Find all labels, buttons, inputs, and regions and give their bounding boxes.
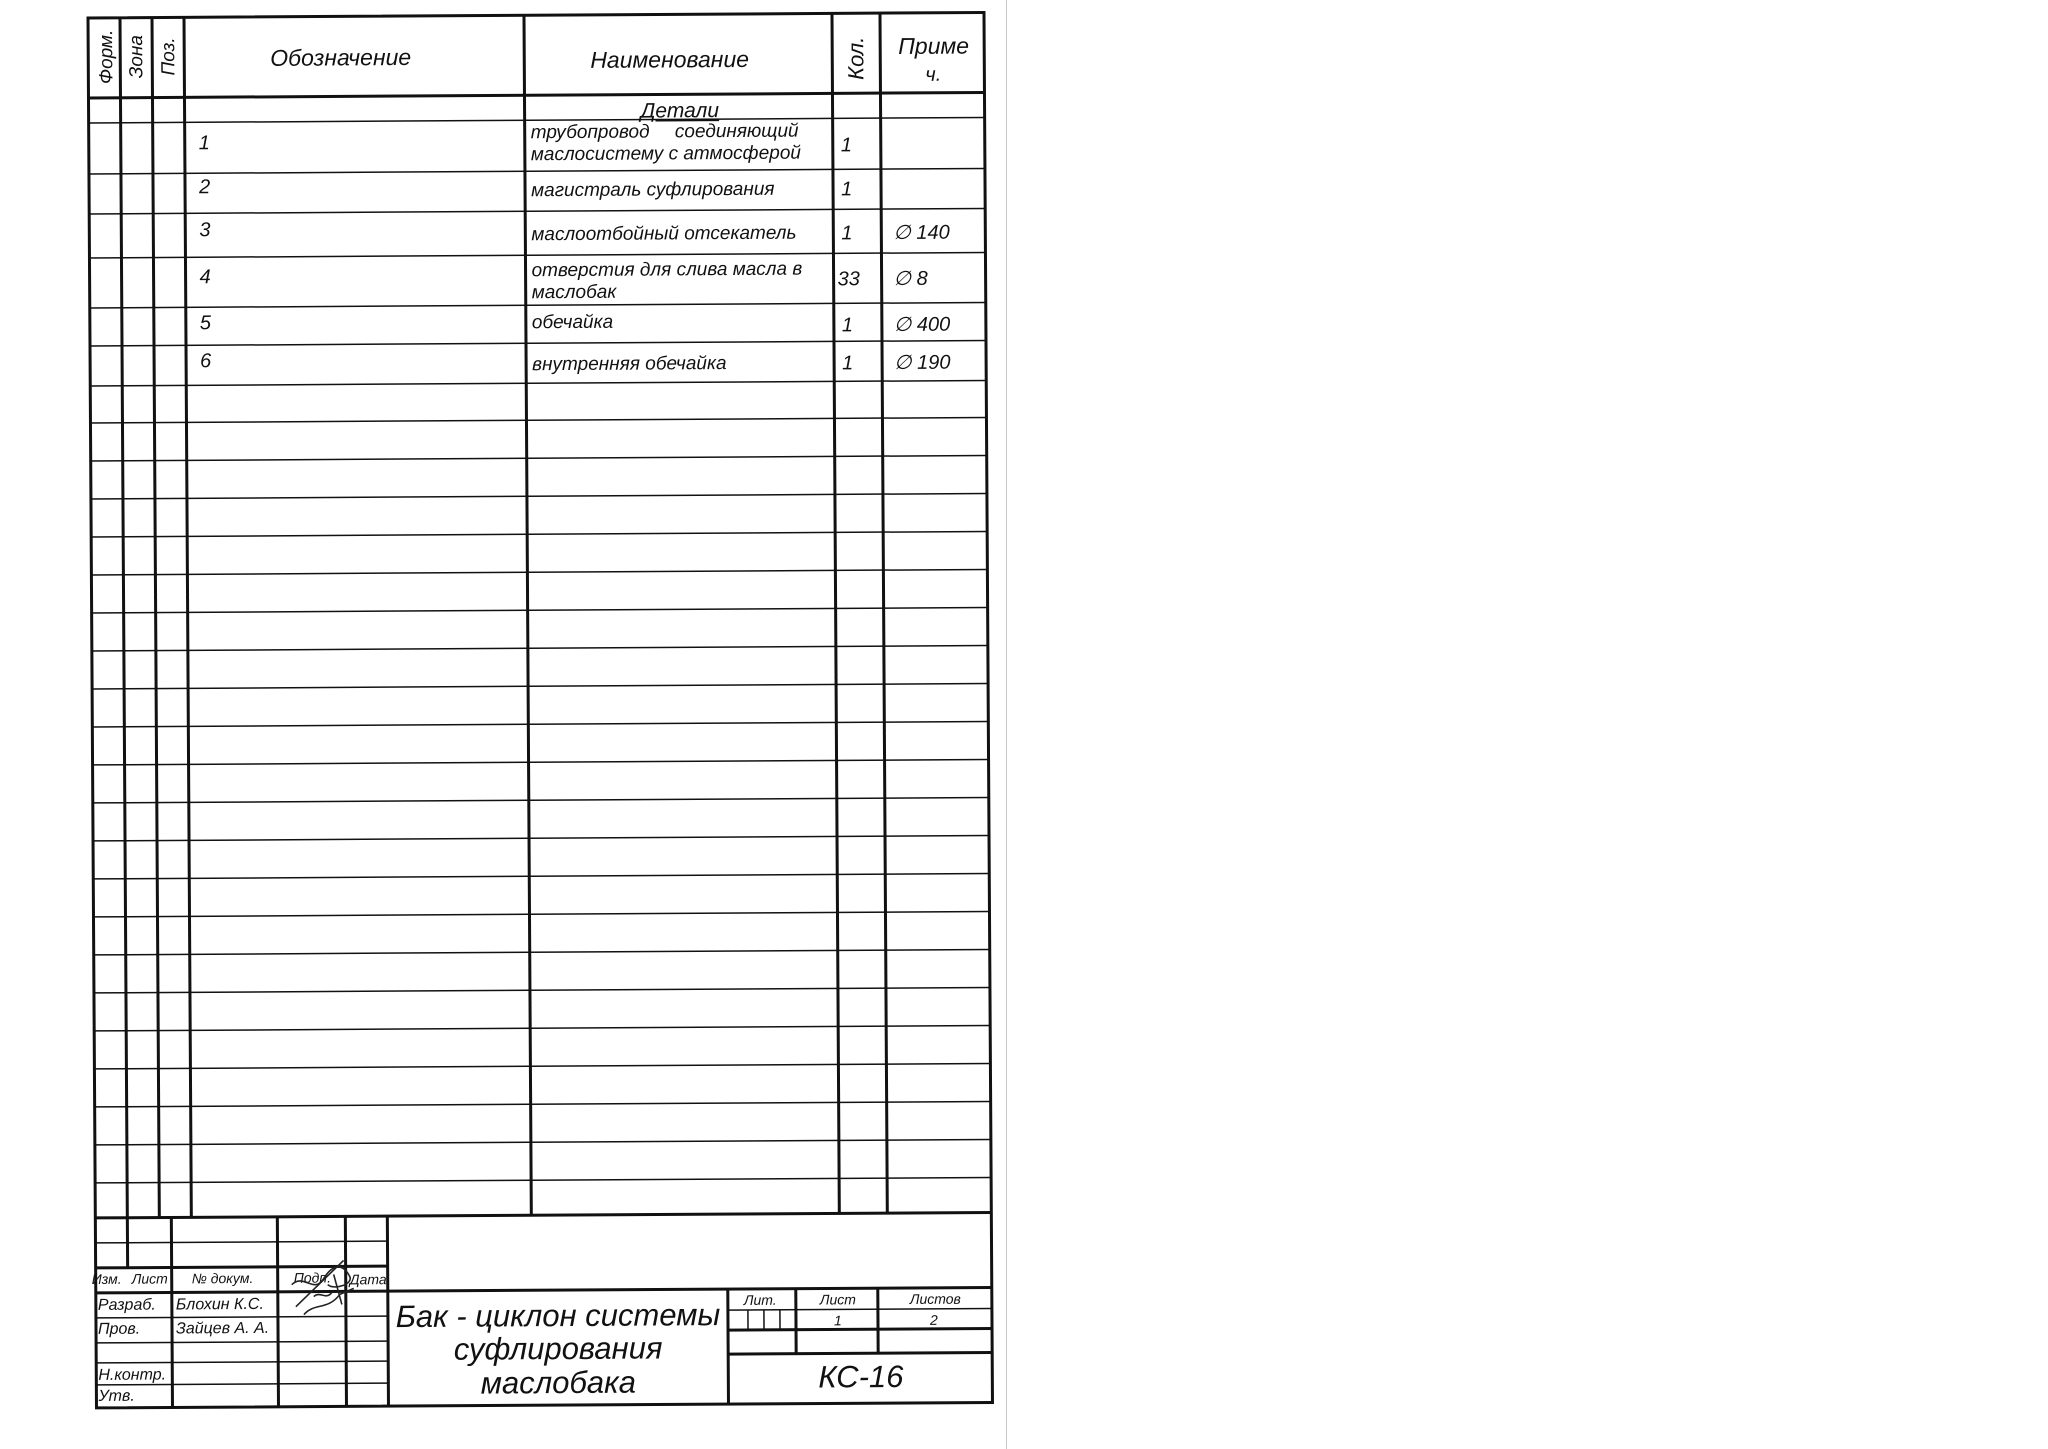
tb-lit-label: Лит. (743, 1291, 777, 1308)
signature-scribble (284, 1254, 364, 1324)
row-pos: 1 (198, 132, 210, 155)
header-note-line1: Приме (898, 32, 970, 60)
row-qty: 1 (840, 178, 853, 201)
tb-developed-label: Разраб. (97, 1296, 156, 1314)
tb-approved-label: Утв. (98, 1387, 135, 1405)
tb-developed-by: Блохин К.С. (175, 1295, 264, 1314)
row-pos: 3 (199, 219, 211, 242)
row-pos: 2 (198, 176, 211, 199)
row-pos: 6 (200, 350, 212, 373)
document-title-line2: суфлирования (453, 1330, 663, 1368)
row-name-line1: обечайка (531, 311, 614, 334)
row-pos: 4 (199, 266, 211, 289)
tb-checked-by: Зайцев А. А. (175, 1319, 270, 1338)
row-pos: 5 (199, 312, 212, 335)
header-note-line2: ч. (925, 63, 942, 86)
tb-list-label: Лист (131, 1270, 168, 1287)
tb-norm-control-label: Н.контр. (98, 1366, 167, 1384)
header-pos: Поз. (158, 37, 180, 76)
header-name: Наименование (590, 45, 750, 73)
specification-sheet (80, 12, 996, 1406)
header-designation: Обозначение (270, 43, 412, 71)
tb-sheets-label: Листов (909, 1290, 961, 1307)
tb-sheets-value: 2 (929, 1311, 938, 1328)
header-form: Форм. (96, 29, 118, 85)
row-name-line2: маслосистему с атмосферой (530, 142, 802, 166)
document-title-line1: Бак - циклон системы (395, 1297, 721, 1335)
tb-checked-label: Пров. (97, 1320, 141, 1338)
row-name-line1: внутренняя обечайка (532, 353, 727, 376)
row-note: ∅ 140 (893, 221, 950, 245)
header-qty: Кол. (843, 36, 869, 80)
row-note: ∅ 8 (893, 267, 928, 291)
row-name-line1: трубопровод соединяющий (530, 120, 799, 144)
row-note: ∅ 400 (893, 313, 951, 337)
tb-sheet-value: 1 (833, 1312, 842, 1329)
document-title-line3: маслобака (480, 1364, 637, 1401)
row-qty: 1 (841, 222, 853, 245)
tb-sheet-label: Лист (819, 1291, 856, 1308)
section-title: Детали (640, 99, 720, 123)
tb-sign-label: Подп. (293, 1269, 332, 1286)
tb-date-label: Дата (349, 1271, 387, 1288)
row-name-line1: магистраль суфлирования (530, 178, 775, 202)
row-qty: 1 (842, 352, 854, 375)
header-zone: Зона (126, 34, 148, 79)
row-note: ∅ 190 (894, 351, 951, 375)
table-frame (80, 12, 996, 1406)
tb-docno-label: № докум. (191, 1269, 254, 1287)
page-margin-line (1006, 0, 1007, 1449)
row-qty: 1 (840, 134, 852, 157)
row-qty: 33 (837, 268, 860, 291)
row-qty: 1 (841, 314, 854, 337)
tb-izm-label: Изм. (91, 1270, 122, 1287)
document-title (390, 1298, 727, 1400)
row-name-line1: маслоотбойный отсекатель (531, 222, 797, 246)
row-name-line2: маслобак (531, 281, 617, 304)
row-name-line1: отверстия для слива масла в (531, 258, 803, 282)
document-code: КС-16 (818, 1358, 904, 1395)
